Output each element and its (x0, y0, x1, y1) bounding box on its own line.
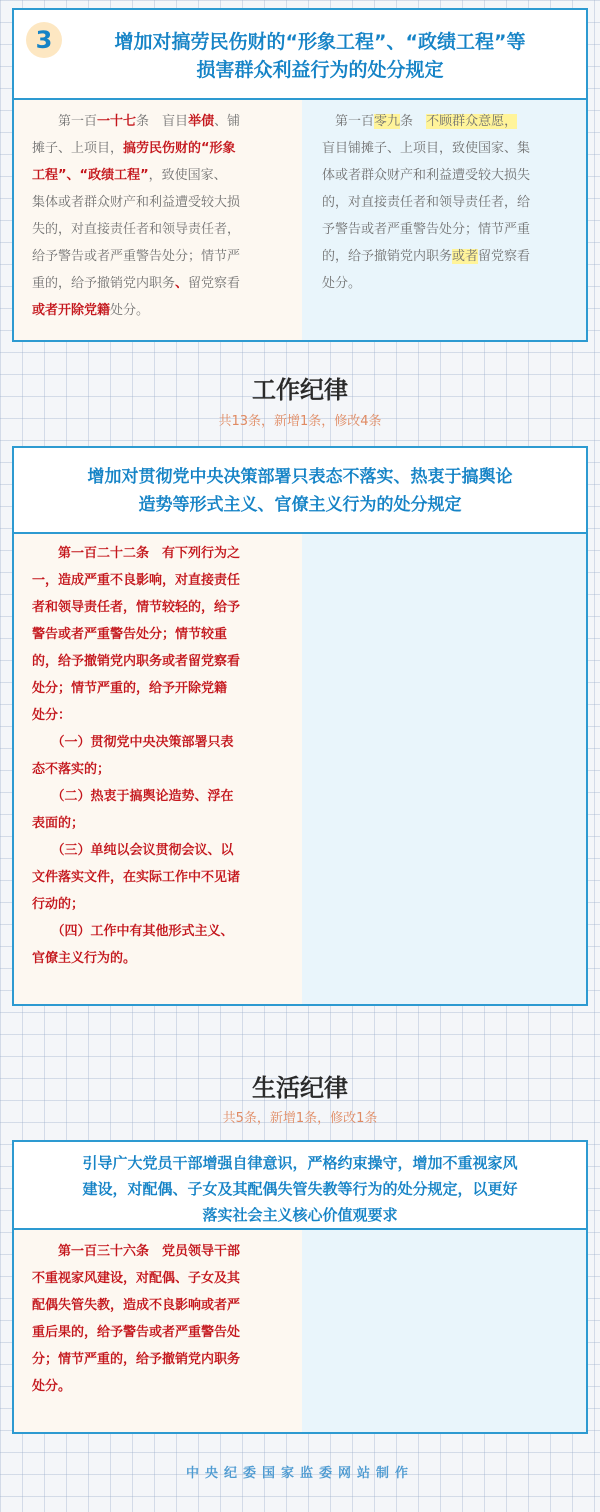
text-line: 行动的； (32, 897, 85, 912)
section-title-work-discipline: 工作纪律 (252, 375, 348, 404)
text-line: 的，给予撤销党内职务或者留党察看 (322, 249, 531, 264)
highlight: 或者 (452, 249, 479, 264)
number-badge: 3 (26, 22, 62, 58)
section-subtitle-life-discipline: 共5条，新增1条，修改1条 (222, 1111, 378, 1126)
article-card-3 (12, 1140, 588, 1434)
text-line: 给予警告或者严重警告处分；情节严 (32, 249, 241, 264)
text-line: 或者开除党籍处分。 (32, 303, 150, 318)
old-article-column (14, 100, 302, 340)
text-line: （二）热衷于搞舆论造势、浮在 (32, 789, 234, 804)
text-line: 第一百二十二条 有下列行为之 (32, 546, 241, 561)
text-line: 表面的； (32, 816, 85, 831)
text-line: 摊子、上项目，搞劳民伤财的“形象 (32, 141, 236, 156)
text-line: 重后果的，给予警告或者严重警告处 (32, 1325, 241, 1340)
text-line: 体或者群众财产和利益遭受较大损失 (322, 168, 531, 183)
text-line: 第一百一十七条 盲目举债、铺 (58, 114, 241, 129)
highlight: 不顾群众意愿， (426, 114, 518, 129)
text-line: 第一百三十六条 党员领导干部 (32, 1244, 241, 1259)
article-text (32, 1238, 296, 1400)
footer-credit: 中央纪委国家监委网站制作 (185, 1466, 414, 1481)
text-line: 的，给予撤销党内职务或者留党察看 (32, 654, 241, 669)
new-article-column (302, 100, 586, 340)
text-line: 盲目铺摊子、上项目，致使国家、集 (322, 141, 531, 156)
text-line: （一）贯彻党中央决策部署只表 (32, 735, 234, 750)
section-subtitle-work-discipline: 共13条，新增1条，修改4条 (218, 414, 382, 429)
text-line: 配偶失管失教，造成不良影响或者严 (32, 1298, 241, 1313)
new-article-column (14, 1230, 302, 1432)
text-line: 予警告或者严重警告处分；情节严重 (322, 222, 531, 237)
card-1-title-line2: 损害群众利益行为的处分规定 (196, 59, 444, 81)
empty-column (302, 534, 586, 1004)
text-line: 不重视家风建设，对配偶、子女及其 (32, 1271, 241, 1286)
section-title-life-discipline: 生活纪律 (252, 1073, 348, 1102)
text-line: 文件落实文件，在实际工作中不见诸 (32, 870, 241, 885)
text-line: 第一百零九条 不顾群众意愿， (335, 114, 518, 129)
text-line: 分；情节严重的，给予撤销党内职务 (32, 1352, 241, 1367)
text-line: 的，对直接责任者和领导责任者，给 (322, 195, 531, 210)
text-line: 失的，对直接责任者和领导责任者， (32, 222, 241, 237)
text-line: 态不落实的； (32, 762, 111, 777)
text-line: 处分。 (322, 276, 362, 291)
text-line: （四）工作中有其他形式主义、 (32, 924, 234, 939)
card-3-header (14, 1142, 586, 1230)
article-card-2 (12, 446, 588, 1006)
highlight: 零九 (374, 114, 401, 129)
card-1-title-line1: 增加对搞劳民伤财的“形象工程”、“政绩工程”等 (114, 31, 526, 53)
card-2-header (14, 448, 586, 534)
text-line: 处分。 (32, 1379, 72, 1394)
text-line: 警告或者严重警告处分；情节较重 (32, 627, 228, 642)
card-3-title-line3: 落实社会主义核心价值观要求 (202, 1206, 398, 1224)
text-line: 官僚主义行为的。 (32, 951, 137, 966)
text-line: 一，造成严重不良影响，对直接责任 (32, 573, 241, 588)
text-line: 集体或者群众财产和利益遭受较大损 (32, 195, 241, 210)
card-2-title-line1: 增加对贯彻党中央决策部署只表态不落实、热衷于搞舆论 (87, 467, 513, 487)
card-1-header (14, 10, 586, 100)
text-line: 者和领导责任者，情节较轻的，给予 (32, 600, 241, 615)
new-article-column (14, 534, 302, 1004)
empty-column (302, 1230, 586, 1432)
card-2-title-line2: 造势等形式主义、官僚主义行为的处分规定 (138, 495, 462, 515)
article-card-1 (12, 8, 588, 342)
card-3-title-line2: 建设，对配偶、子女及其配偶失管失教等行为的处分规定，以更好 (82, 1180, 518, 1198)
text-line: 处分；情节严重的，给予开除党籍 (32, 681, 228, 696)
card-3-title-line1: 引导广大党员干部增强自律意识，严格约束操守，增加不重视家风 (82, 1154, 518, 1172)
article-text (32, 540, 296, 972)
text-line: （三）单纯以会议贯彻会议、以 (32, 843, 234, 858)
text-line: 工程”、“政绩工程”，致使国家、 (32, 168, 227, 183)
text-line: 处分： (32, 708, 72, 723)
text-line: 重的，给予撤销党内职务、留党察看 (32, 276, 241, 291)
